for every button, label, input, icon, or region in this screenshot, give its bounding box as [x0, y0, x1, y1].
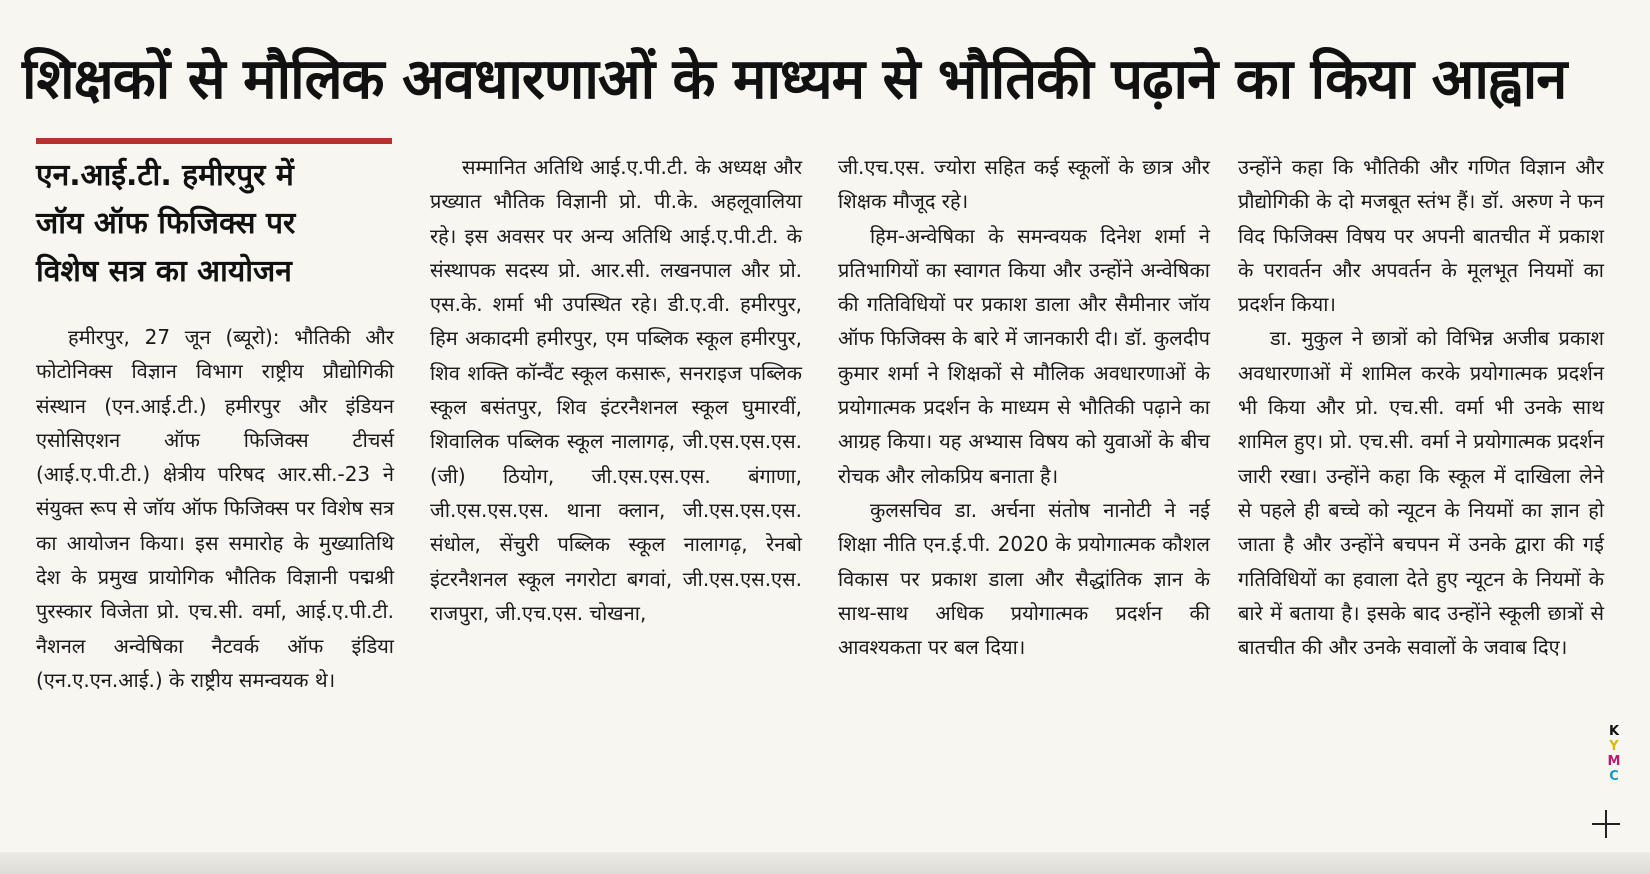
subheadline-line: जॉय ऑफ फिजिक्स पर — [36, 206, 296, 241]
headline: शिक्षकों से मौलिक अवधारणाओं के माध्यम से भौतिकी पढ़ाने का किया आह्वान — [22, 47, 1567, 112]
paragraph: कुलसचिव डा. अर्चना संतोष नानोटी ने नई शिक्षा नीति एन.ई.पी. 2020 के प्रयोगात्मक कौशल विकास पर प्रकाश डाला और सैद्धांतिक ज्ञान के साथ-साथ अधिक प्रयोगात्मक प्रदर्शन की आवश्यकता पर बल दिया। — [838, 497, 1210, 660]
article-column-4 — [1238, 150, 1604, 664]
subheadline-line: विशेष सत्र का आयोजन — [36, 254, 292, 289]
article-column-2 — [430, 150, 802, 630]
paragraph: उन्होंने कहा कि भौतिकी और गणित विज्ञान और प्रौद्योगिकी के दो मजबूत स्तंभ हैं। डॉ. अरुण ने फन विद फिजिक्स विषय पर अपनी बातचीत में प्रकाश के परावर्तन और अपवर्तन के मूलभूत नियमों का प्रदर्शन किया। — [1238, 155, 1604, 317]
article-column-1 — [36, 320, 394, 697]
accent-rule — [36, 138, 392, 144]
cmyk-c-mark: C — [1609, 769, 1619, 784]
paragraph: डा. मुकुल ने छात्रों को विभिन्न अजीब प्रकाश अवधारणाओं में शामिल करके प्रयोगात्मक प्रदर्शन भी किया और प्रो. एच.सी. वर्मा भी उनके साथ शामिल हुए। प्रो. एच.सी. वर्मा ने प्रयोगात्मक प्रदर्शन जारी रखा। उन्होंने कहा कि स्कूल में दाखिला लेने से पहले ही बच्चे को न्यूटन के नियमों का ज्ञान हो जाता है और उन्होंने बचपन में उनके द्वारा की गई गतिविधियों का हवाला देते हुए न्यूटन के नियमों के बारे में बताया है। इसके बाद उन्होंने स्कूली छात्रों से बातचीत की और उनके सवालों के जवाब दिए। — [1238, 326, 1604, 660]
subheadline — [36, 152, 396, 296]
cmyk-m-mark: M — [1607, 754, 1621, 769]
article-column-3 — [838, 150, 1210, 664]
subheadline-line: एन.आई.टी. हमीरपुर में — [36, 158, 294, 193]
cmyk-k-mark: K — [1608, 724, 1620, 739]
paragraph: जी.एच.एस. ज्योरा सहित कई स्कूलों के छात्र और शिक्षक मौजूद रहे। — [838, 155, 1210, 214]
cmyk-color-bar — [1606, 724, 1622, 784]
registration-crosshair-icon — [1590, 808, 1622, 840]
paragraph: हमीरपुर, 27 जून (ब्यूरो): भौतिकी और फोटोनिक्स विज्ञान विभाग राष्ट्रीय प्रौद्योगिकी संस्थान (एन.आई.टी.) हमीरपुर और इंडियन एसोसिएशन ऑफ फिजिक्स टीचर्स (आई.ए.पी.टी.) क्षेत्रीय परिषद आर.सी.-23 ने संयुक्त रूप से जॉय ऑफ फिजिक्स पर विशेष सत्र का आयोजन किया। इस समारोह के मुख्यातिथि देश के प्रमुख प्रायोगिक भौतिक विज्ञानी पद्मश्री पुरस्कार विजेता प्रो. एच.सी. वर्मा, आई.ए.पी.टी. नैशनल अन्वेषिका नैटवर्क ऑफ इंडिया (एन.ए.एन.आई.) के राष्ट्रीय समन्वयक थे। — [36, 325, 394, 692]
paragraph: सम्मानित अतिथि आई.ए.पी.टी. के अध्यक्ष और प्रख्यात भौतिक विज्ञानी प्रो. पी.के. अहलूवालिया रहे। इस अवसर पर अन्य अतिथि आई.ए.पी.टी. के संस्थापक सदस्य प्रो. आर.सी. लखनपाल और प्रो. एस.के. शर्मा भी उपस्थित रहे। डी.ए.वी. हमीरपुर, हिम अकादमी हमीरपुर, एम पब्लिक स्कूल हमीरपुर, शिव शक्ति कॉन्वैंट स्कूल कसारू, सनराइज पब्लिक स्कूल बसंतपुर, शिव इंटरनैशनल स्कूल घुमारवीं, शिवालिक पब्लिक स्कूल नालागढ़, जी.एस.एस.एस. (जी) ठियोग, जी.एस.एस.एस. बंगाणा, जी.एस.एस.एस. थाना क्लान, जी.एस.एस.एस. संधोल, सेंचुरी पब्लिक स्कूल नालागढ़, रेनबो इंटरनैशनल स्कूल नगरोटा बगवां, जी.एस.एस.एस. राजपुरा, जी.एच.एस. चोखना, — [430, 155, 802, 625]
cmyk-y-mark: Y — [1609, 739, 1619, 754]
page-edge-shadow — [0, 852, 1650, 874]
paragraph: हिम-अन्वेषिका के समन्वयक दिनेश शर्मा ने प्रतिभागियों का स्वागत किया और उन्होंने अन्वेषिका की गतिविधियों पर प्रकाश डाला और सैमीनार जॉय ऑफ फिजिक्स के बारे में जानकारी दी। डॉ. कुलदीप कुमार शर्मा ने शिक्षकों से मौलिक अवधारणाओं के प्रयोगात्मक प्रदर्शन के माध्यम से भौतिकी पढ़ाने का आग्रह किया। यह अभ्यास विषय को युवाओं के बीच रोचक और लोकप्रिय बनाता है। — [838, 223, 1210, 488]
